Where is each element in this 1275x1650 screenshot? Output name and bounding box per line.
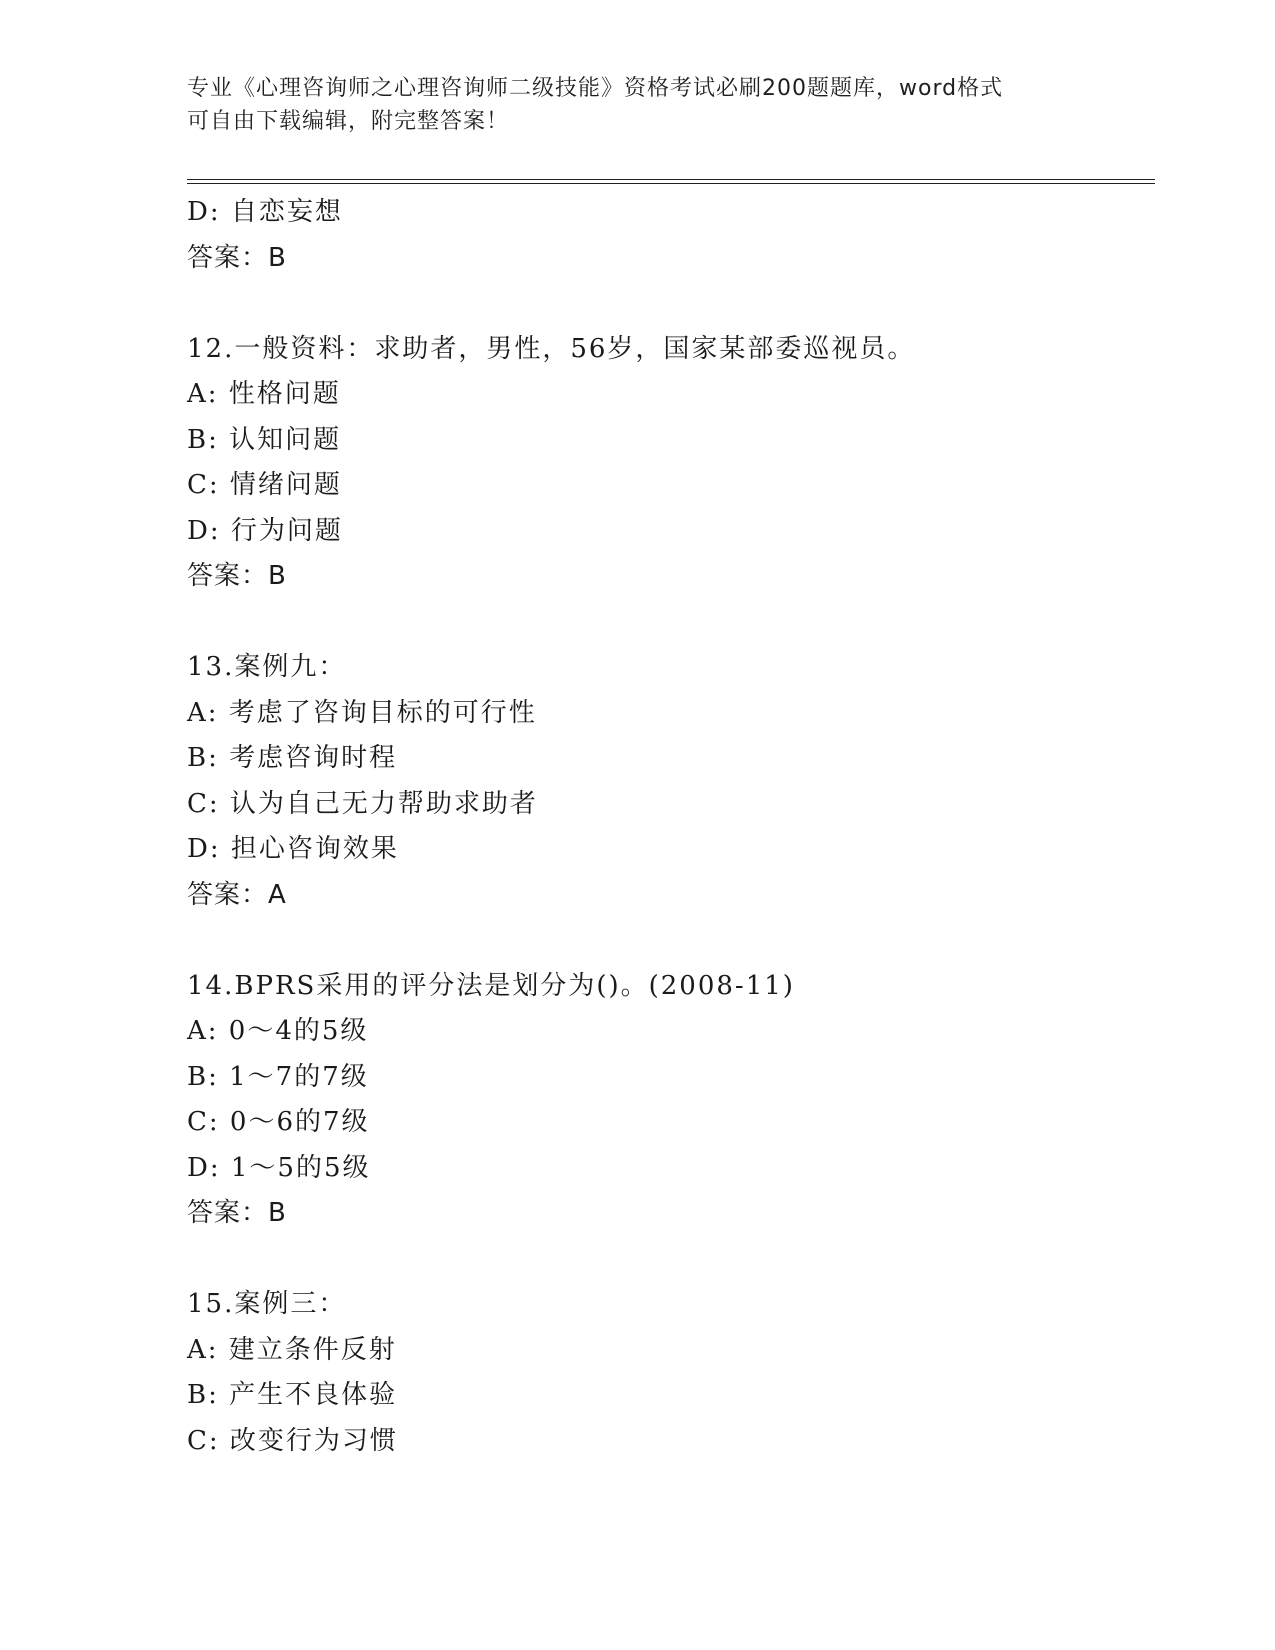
spacer (187, 1237, 1147, 1283)
answer-line: 答案：B (187, 242, 287, 273)
option-d: D: 1～5的5级 (187, 1152, 371, 1183)
option-a: A: 性格问题 (187, 379, 341, 409)
answer-line: 答案：B (187, 1198, 287, 1228)
header-line-2: 可自由下载编辑，附完整答案！ (187, 109, 510, 134)
header-divider (187, 179, 1155, 184)
option-b: B: 认知问题 (187, 424, 342, 455)
answer-line: 答案：B (187, 561, 287, 591)
spacer (187, 281, 1147, 327)
question-stem: 13.案例九： (187, 652, 347, 682)
spacer (187, 918, 1147, 964)
option-c: C: 认为自己无力帮助求助者 (187, 788, 538, 819)
option-b: B: 1～7的7级 (187, 1061, 369, 1092)
spacer (187, 600, 1147, 646)
option-b: B: 考虑咨询时程 (187, 743, 398, 773)
question-list (187, 190, 1147, 1464)
option-b: B: 产生不良体验 (187, 1380, 398, 1410)
option-d: D: 担心咨询效果 (187, 834, 399, 864)
option-c: C: 改变行为习惯 (187, 1425, 398, 1456)
answer-line: 答案：A (187, 879, 287, 910)
option-d: D: 自恋妄想 (187, 197, 343, 227)
question-stem: 14.BPRS采用的评分法是划分为()。(2008-11) (187, 970, 795, 1001)
option-d: D: 行为问题 (187, 515, 343, 546)
header-line-1: 专业《心理咨询师之心理咨询师二级技能》资格考试必刷200题题库，word格式 (187, 76, 1004, 101)
question-12 (187, 327, 1147, 600)
question-14 (187, 964, 1147, 1237)
page-header (187, 72, 1087, 138)
question-15 (187, 1282, 1147, 1464)
option-a: A: 建立条件反射 (187, 1334, 397, 1365)
option-a: A: 考虑了咨询目标的可行性 (187, 697, 537, 728)
option-c: C: 情绪问题 (187, 470, 342, 500)
option-a: A: 0～4的5级 (187, 1016, 369, 1046)
question-stem: 12.一般资料：求助者，男性，56岁，国家某部委巡视员。 (187, 333, 916, 364)
question-13 (187, 645, 1147, 918)
option-c: C: 0～6的7级 (187, 1107, 370, 1137)
question-stem: 15.案例三： (187, 1289, 347, 1319)
